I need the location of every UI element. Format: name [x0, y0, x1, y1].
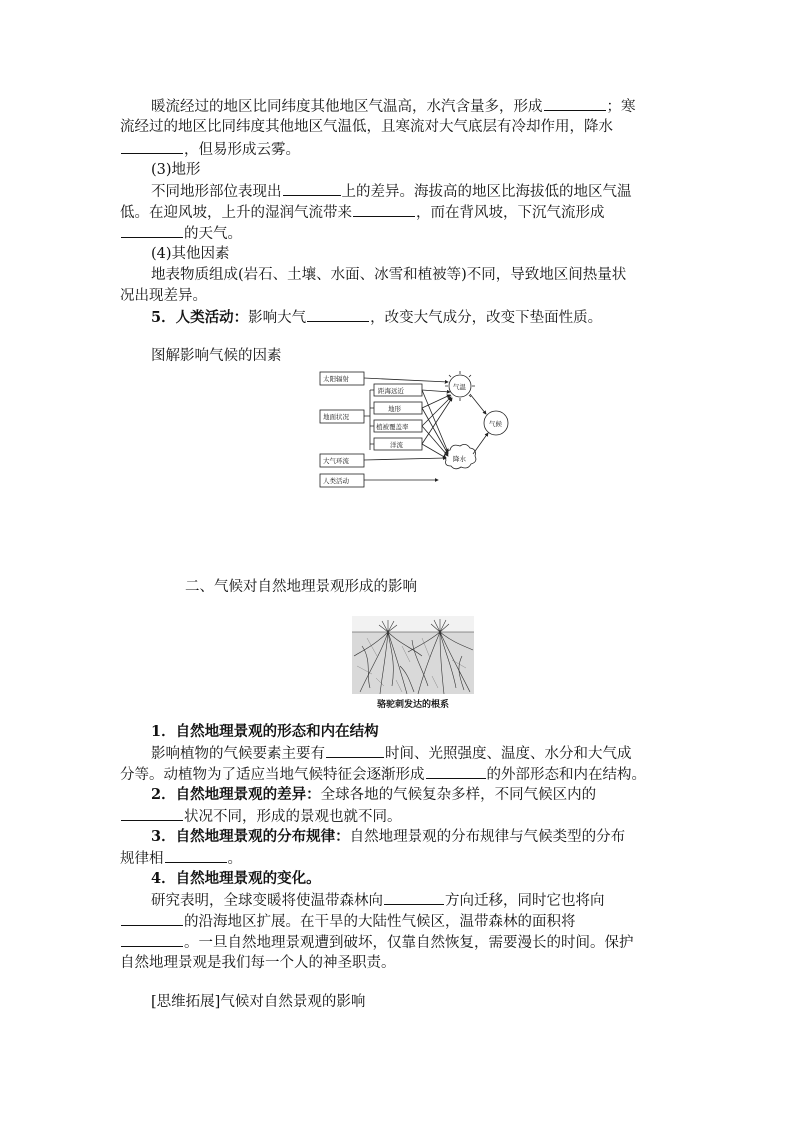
fill-blank[interactable]: [544, 96, 606, 111]
fill-blank[interactable]: [426, 764, 486, 779]
label-solar: 太阳辐射: [323, 375, 349, 383]
label-temperature: 气温: [453, 383, 466, 391]
text-line: ，但易形成云雾。: [120, 139, 680, 160]
label-climate: 气候: [489, 420, 502, 428]
image-caption: 骆驼刺发达的根系: [376, 700, 449, 710]
section-heading: 二、气候对自然地理景观形成的影响: [185, 579, 417, 595]
text-line: 。一旦自然地理景观遭到破坏，仅靠自然恢复，需要漫长的时间。保护: [120, 932, 680, 953]
text-line: 自然地理景观是我们每一个人的神圣职责。: [120, 955, 396, 971]
fill-blank[interactable]: [353, 202, 415, 217]
item-heading: 2．自然地理景观的差异：: [151, 786, 321, 803]
text-line: 状况不同，形成的景观也就不同。: [120, 806, 680, 827]
text-line: 2．自然地理景观的差异：全球各地的气候复杂多样，不同气候区内的: [151, 786, 597, 803]
label-human: 人类活动: [323, 477, 349, 485]
fill-blank[interactable]: [121, 911, 183, 926]
item-heading: 1．自然地理景观的形态和内在结构: [151, 723, 379, 740]
label-ocean-current: 洋流: [390, 441, 403, 449]
text-line: 流经过的地区比同纬度其他地区气温低，且寒流对大气底层有冷却作用，降水: [120, 119, 613, 135]
label-ground: 地面状况: [323, 413, 349, 421]
text-line: 3．自然地理景观的分布规律：自然地理景观的分布规律与气候类型的分布: [151, 828, 626, 845]
text-line: 地表物质组成(岩石、土壤、水面、冰雪和植被等)不同，导致地区间热量状: [151, 267, 627, 283]
text-line: 分等。动植物为了适应当地气候特征会逐渐形成 的外部形态和内在结构。: [120, 764, 680, 785]
camel-thorn-roots-image: [352, 616, 474, 694]
text-line: 不同地形部位表现出 上的差异。海拔高的地区比海拔低的地区气温: [151, 181, 711, 202]
text-line: 研究表明，全球变暖将使温带森林向 方向迁移，同时它也将向: [151, 890, 711, 911]
item-heading: 5．人类活动：: [151, 309, 249, 326]
text-line: 低。在迎风坡，上升的湿润气流带来 ，而在背风坡，下沉气流形成: [120, 202, 680, 223]
thinking-extension: [思维拓展]气候对自然景观的影响: [151, 994, 366, 1010]
climate-factors-diagram: [318, 368, 510, 494]
label-vegetation: 植被覆盖率: [376, 423, 409, 431]
text-line: 5．人类活动：影响大气 ，改变大气成分，改变下垫面性质。: [151, 309, 603, 326]
text-line: 的沿海地区扩展。在干旱的大陆性气候区，温带森林的面积将: [120, 911, 680, 932]
item-heading: 4．自然地理景观的变化。: [151, 870, 321, 887]
diagram-title: 图解影响气候的因素: [151, 348, 282, 364]
fill-blank[interactable]: [326, 743, 384, 758]
item-heading: 3．自然地理景观的分布规律：: [151, 828, 350, 845]
text-line: 况出现差异。: [120, 288, 207, 304]
fill-blank[interactable]: [307, 307, 369, 322]
fill-blank[interactable]: [121, 139, 183, 154]
label-circulation: 大气环流: [323, 457, 349, 465]
text-line: 暖流经过的地区比同纬度其他地区气温高，水汽含量多，形成 ；寒: [151, 96, 711, 117]
fill-blank[interactable]: [384, 890, 444, 905]
text-line: 的天气。: [120, 223, 680, 244]
fill-blank[interactable]: [121, 932, 183, 947]
label-terrain: 地形: [388, 405, 401, 413]
label-precipitation: 降水: [453, 455, 466, 463]
fill-blank[interactable]: [121, 806, 183, 821]
fill-blank[interactable]: [283, 181, 341, 196]
text-line: 规律相 。: [120, 848, 680, 869]
fill-blank[interactable]: [165, 848, 227, 863]
text-line: 影响植物的气候要素主要有 时间、光照强度、温度、水分和大气成: [151, 743, 711, 764]
subheading-terrain: (3)地形: [151, 162, 201, 178]
fill-blank[interactable]: [121, 223, 183, 238]
label-distance-sea: 距海远近: [378, 387, 404, 395]
subheading-other-factors: (4)其他因素: [151, 246, 230, 262]
